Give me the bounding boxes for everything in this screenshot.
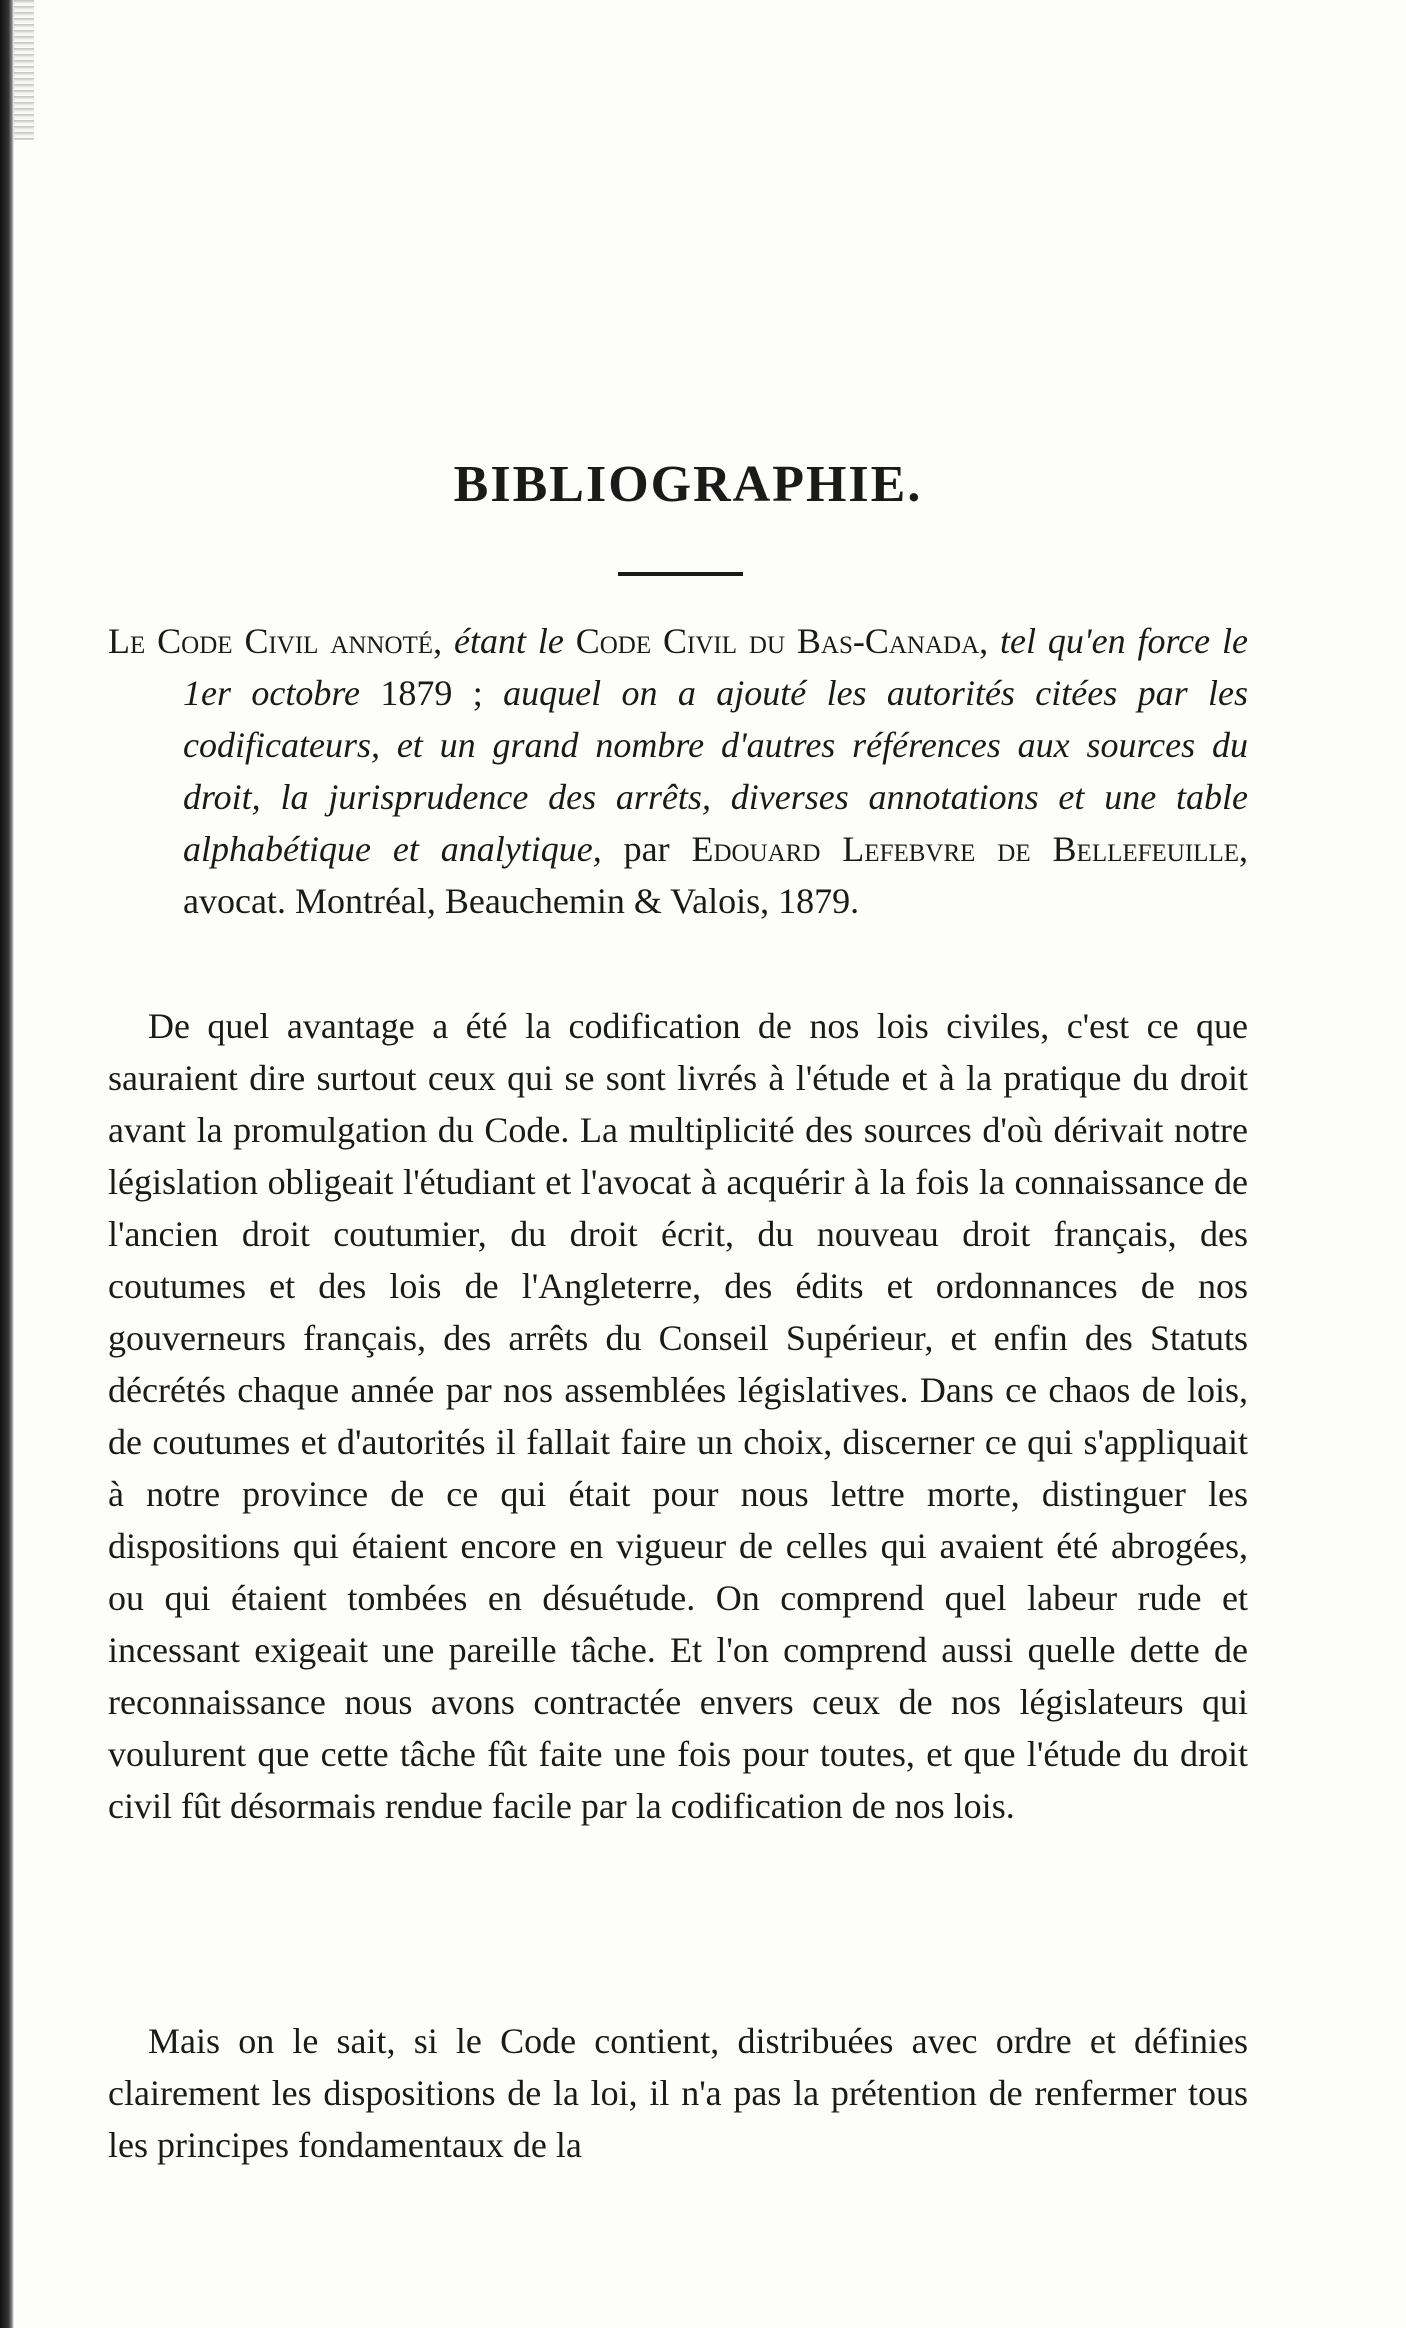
page-title: BIBLIOGRAPHIE. bbox=[453, 456, 923, 513]
title-rule bbox=[618, 572, 743, 576]
entry-italic-2: tel qu'en force le 1er octobre bbox=[183, 621, 1249, 713]
page-edge-texture bbox=[14, 0, 34, 140]
entry-author: Edouard Lefebvre de Bellefeuille, bbox=[691, 829, 1248, 869]
entry-year: 1879 ; bbox=[360, 673, 504, 713]
body-paragraph-2: Mais on le sait, si le Code contient, distribuées avec ordre et définies clairement les dispositions de la loi, il n'a pas la prétention de renfermer tous les principes fondamentaux de la bbox=[108, 2021, 1248, 2165]
entry-italic-1: étant le bbox=[442, 621, 576, 661]
entry-italic-3: auquel on a ajouté les autorités citées par les codificateurs, et un grand nombre d'autres références aux sources du droit, la jurisprudence des arrêts, diverses annotations et une table alphabétique et analytique, bbox=[183, 673, 1248, 869]
bibliography-entry bbox=[108, 615, 1248, 927]
entry-publisher: avocat. Montréal, Beauchemin & Valois, 1879. bbox=[183, 881, 860, 921]
entry-par: par bbox=[601, 829, 692, 869]
entry-title: Le Code Civil annoté, bbox=[108, 621, 443, 661]
entry-code-name: Code Civil du Bas-Canada, bbox=[575, 621, 989, 661]
body-paragraph-1: De quel avantage a été la codification de nos lois civiles, c'est ce que sauraient dire surtout ceux qui se sont livrés à l'étude et à la pratique du droit avant la promulgation du Code. La multiplicité des sources d'où dérivait notre législation obligeait l'étudiant et l'avocat à acquérir à la fois la connaissance de l'ancien droit coutumier, du droit écrit, du nouveau droit français, des coutumes et des lois de l'Angleterre, des édits et ordonnances de nos gouverneurs français, des arrêts du Conseil Supérieur, et enfin des Statuts décrétés chaque année par nos assemblées législatives. Dans ce chaos de lois, de coutumes et d'autorités il fallait faire un choix, discerner ce qui s'appliquait à notre province de ce qui était pour nous lettre morte, distinguer les dispositions qui étaient encore en vigueur de celles qui avaient été abrogées, ou qui étaient tombées en désuétude. On comprend quel labeur rude et incessant exigeait une pareille tâche. Et l'on comprend aussi quelle dette de reconnaissance nous avons contractée envers ceux de nos législateurs qui voulurent que cette tâche fût faite une fois pour toutes, et que l'étude du droit civil fût désormais rendue facile par la codification de nos lois. bbox=[108, 1006, 1248, 1826]
book-spine-shadow bbox=[0, 0, 14, 2328]
